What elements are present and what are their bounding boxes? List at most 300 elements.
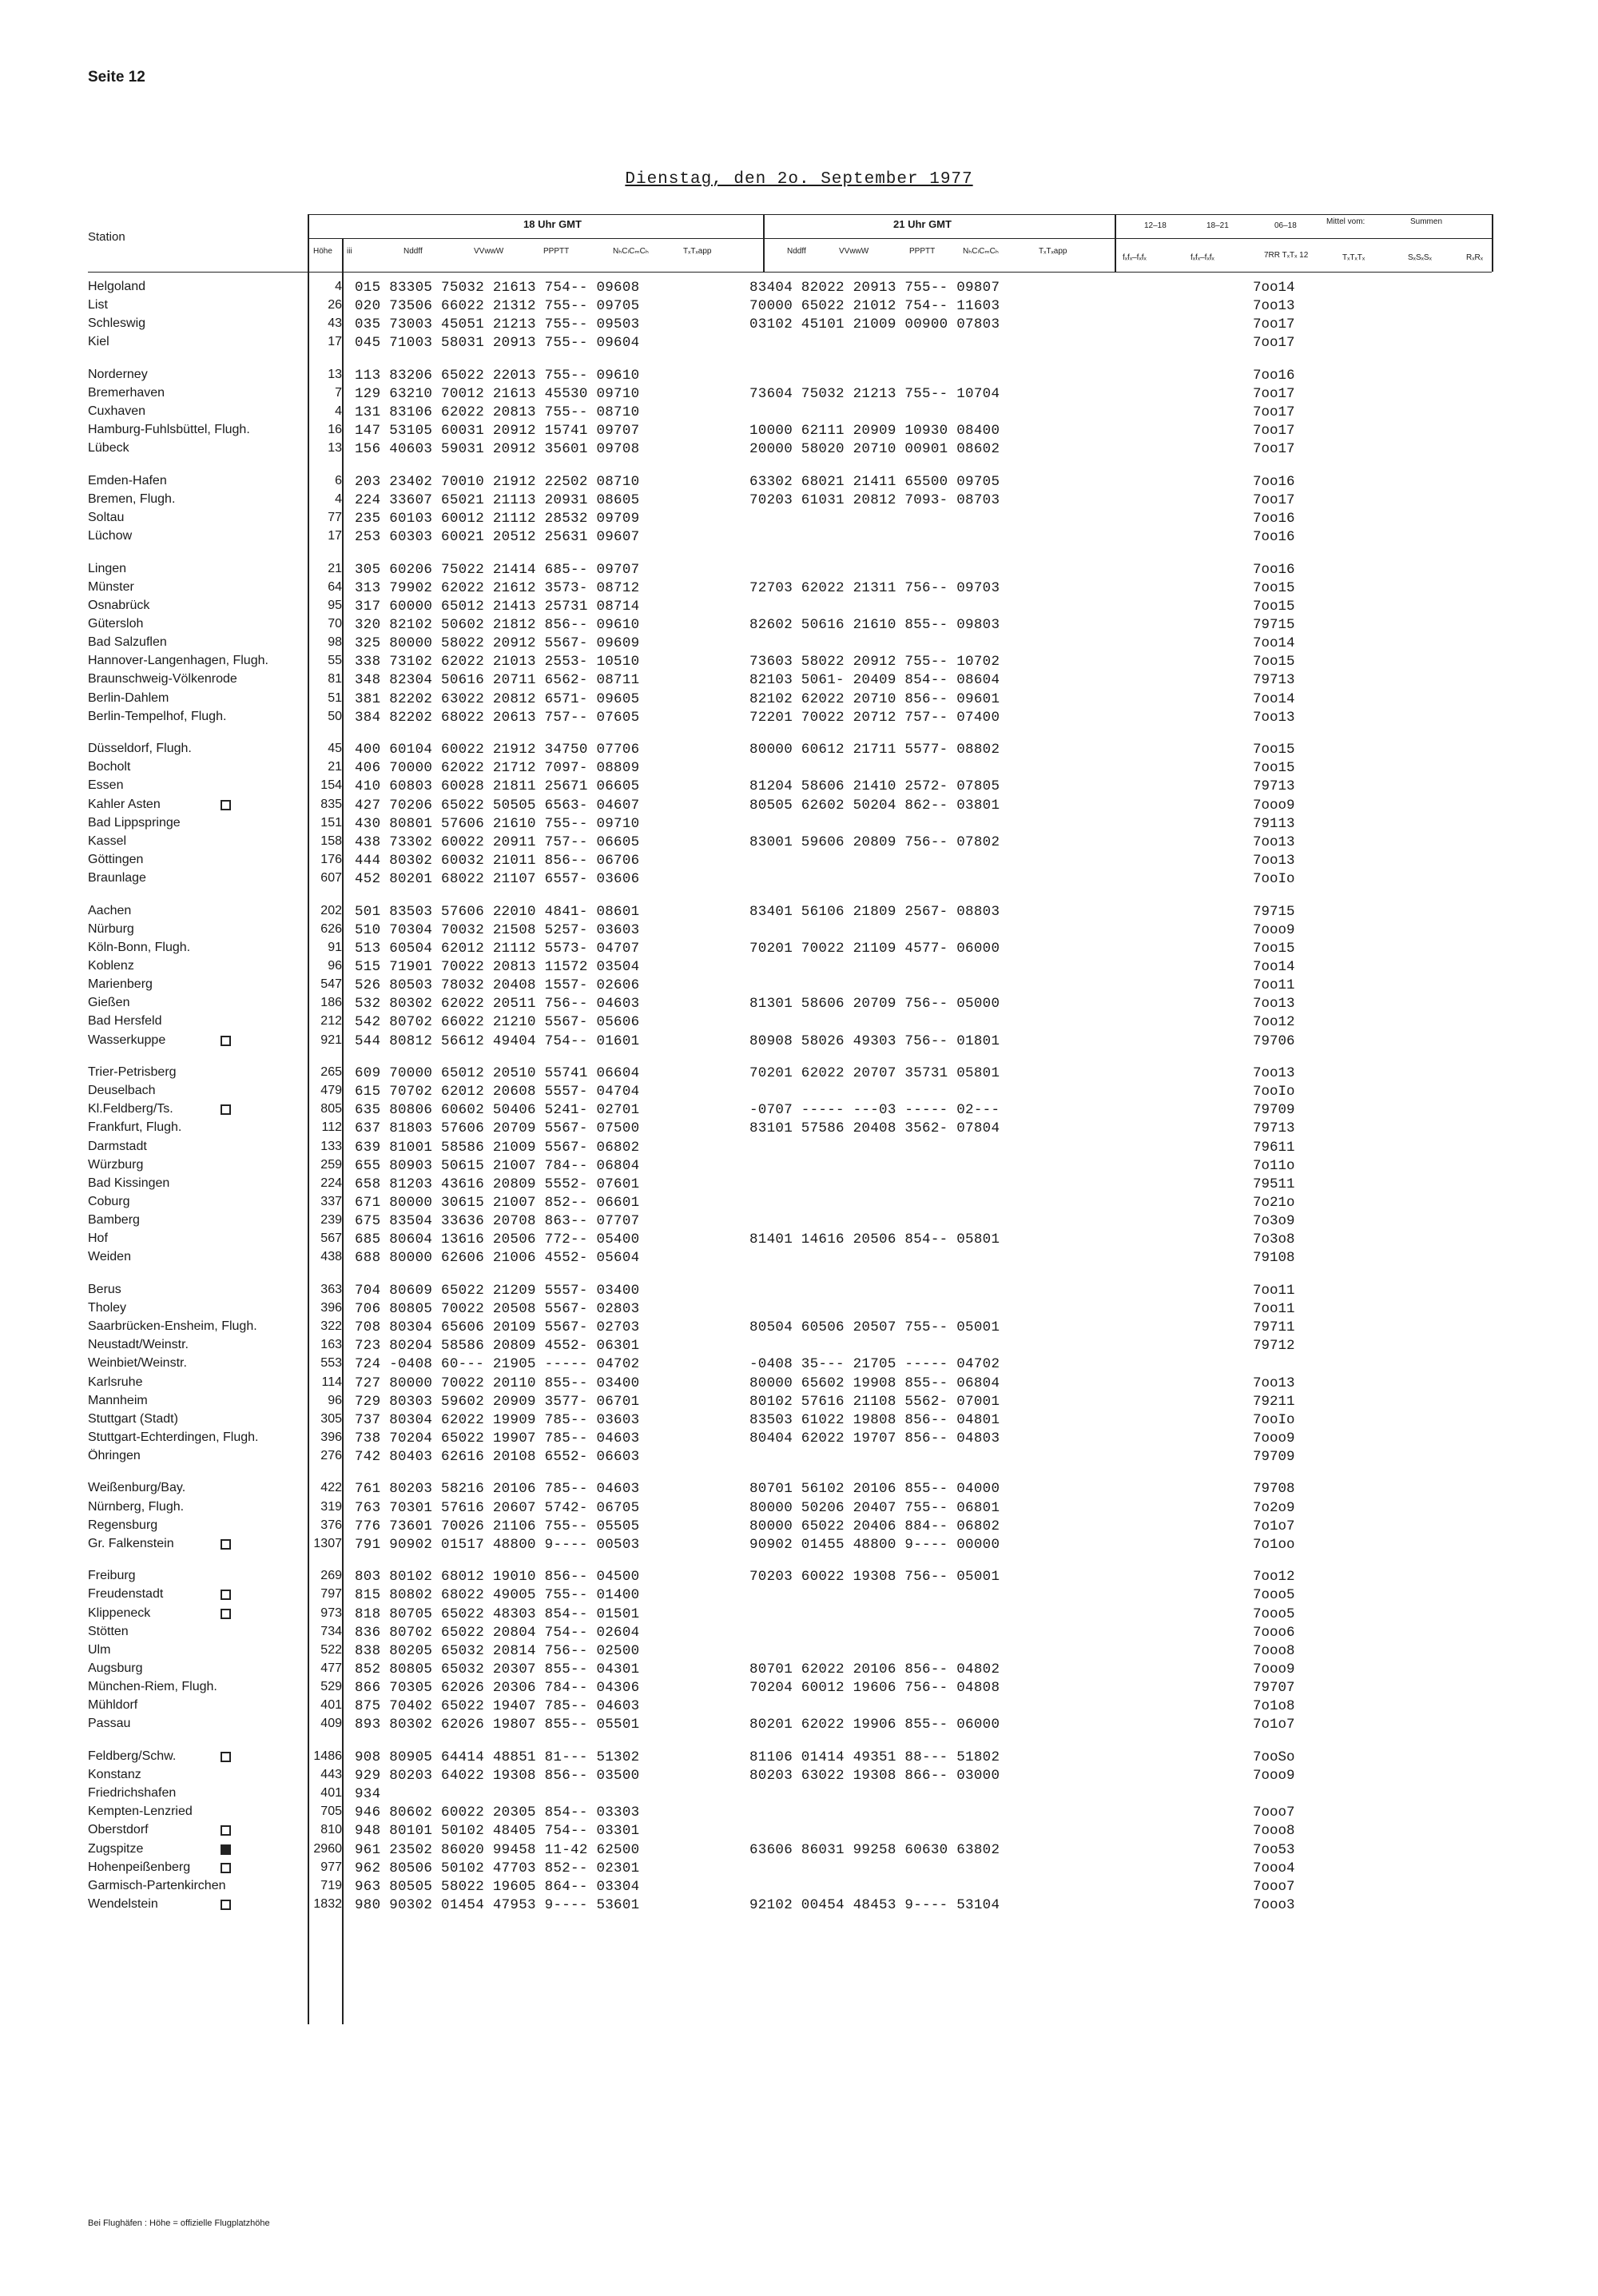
station-name: Emden-Hafen: [88, 473, 167, 487]
station-name: Gießen: [88, 996, 130, 1010]
station-name: Wendelstein: [88, 1897, 158, 1911]
station-name: Osnabrück: [88, 598, 150, 612]
station-height: 921: [320, 1033, 342, 1047]
station-height: 163: [320, 1338, 342, 1352]
summary-group: 7oo17: [1253, 491, 1295, 508]
station-height: 276: [320, 1449, 342, 1463]
obs-18-utc: 742 80403 62616 20108 6552- 06603: [355, 1449, 640, 1466]
header-sub: RₓRₓ: [1466, 253, 1484, 262]
header-period: 06–18: [1274, 221, 1297, 230]
obs-18-utc: 235 60103 60012 21112 28532 09709: [355, 511, 640, 527]
station-name: Nürburg: [88, 921, 134, 936]
obs-21-utc: 82102 62022 20710 856-- 09601: [749, 690, 1000, 707]
table-row: [0, 562, 1598, 579]
table-row: [0, 617, 1598, 635]
station-name: Hamburg-Fuhlsbüttel, Flugh.: [88, 423, 250, 437]
obs-18-utc: 430 80801 57606 21610 755-- 09710: [355, 815, 640, 832]
summary-group: 79711: [1253, 1319, 1295, 1335]
station-height: 835: [320, 797, 342, 811]
table-row: [0, 977, 1598, 995]
station-height: 1486: [313, 1749, 342, 1763]
summary-group: 7o1oo: [1253, 1536, 1295, 1553]
station-height: 805: [320, 1102, 342, 1116]
obs-21-utc: 80000 65022 20406 884-- 06802: [749, 1518, 1000, 1534]
obs-18-utc: 706 80805 70022 20508 5567- 02803: [355, 1300, 640, 1317]
station-name: Bad Kissingen: [88, 1176, 170, 1190]
obs-21-utc: -0707 ----- ---03 ----- 02---: [749, 1102, 1000, 1119]
summary-group: 79715: [1253, 617, 1295, 633]
station-name: Tholey: [88, 1300, 127, 1315]
table-row: [0, 959, 1598, 977]
obs-18-utc: 727 80000 70022 20110 855-- 03400: [355, 1375, 640, 1391]
station-name: Gütersloh: [88, 617, 144, 631]
station-name: Stuttgart (Stadt): [88, 1411, 178, 1426]
station-height: 4: [335, 280, 342, 293]
station-name: Garmisch-Partenkirchen: [88, 1878, 226, 1892]
summary-group: 7oo16: [1253, 511, 1295, 527]
table-row: [0, 1680, 1598, 1697]
table-row: [0, 1643, 1598, 1661]
station-height: 376: [320, 1518, 342, 1532]
header-18-gmt: 18 Uhr GMT: [523, 218, 582, 230]
table-row: [0, 1283, 1598, 1300]
obs-18-utc: 381 82202 63022 20812 6571- 09605: [355, 690, 640, 707]
station-name: Trier-Petrisberg: [88, 1064, 177, 1079]
station-height: 797: [320, 1587, 342, 1602]
table-row: [0, 1195, 1598, 1212]
summary-group: 7oo14: [1253, 635, 1295, 652]
obs-18-utc: 836 80702 65022 20804 754-- 02604: [355, 1624, 640, 1641]
obs-21-utc: 80404 62022 19707 856-- 04803: [749, 1431, 1000, 1446]
obs-18-utc: 313 79902 62022 21612 3573- 08712: [355, 579, 640, 596]
obs-21-utc: 83404 82022 20913 755-- 09807: [749, 280, 1000, 296]
obs-21-utc: 70203 61031 20812 7093- 08703: [749, 491, 1000, 508]
obs-21-utc: 81204 58606 21410 2572- 07805: [749, 778, 1000, 795]
obs-21-utc: 63302 68021 21411 65500 09705: [749, 473, 1000, 490]
summary-group: 7ooo7: [1253, 1878, 1295, 1895]
table-row: [0, 635, 1598, 653]
station-name: Zugspitze: [88, 1841, 144, 1856]
header-sub: TₓTₓTₓ: [1342, 253, 1365, 262]
obs-18-utc: 129 63210 70012 21613 45530 09710: [355, 385, 640, 402]
obs-18-utc: 675 83504 33636 20708 863-- 07707: [355, 1213, 640, 1230]
station-height: 114: [321, 1375, 342, 1389]
summary-group: 7oo15: [1253, 760, 1295, 777]
obs-18-utc: 908 80905 64414 48851 81--- 51302: [355, 1749, 640, 1765]
station-height: 319: [320, 1499, 342, 1514]
station-name: Kiel: [88, 335, 109, 349]
table-row: [0, 922, 1598, 940]
station-height: 98: [328, 635, 342, 650]
obs-18-utc: 980 90302 01454 47953 9---- 53601: [355, 1897, 640, 1913]
obs-21-utc: 82103 5061- 20409 854-- 08604: [749, 672, 1000, 689]
summary-group: 7oo15: [1253, 940, 1295, 957]
table-row: [0, 1140, 1598, 1157]
obs-21-utc: 80701 62022 20106 856-- 04802: [749, 1661, 1000, 1677]
station-height: 13: [328, 367, 342, 381]
station-name: Lüchow: [88, 529, 133, 543]
station-name: Bad Salzuflen: [88, 635, 167, 650]
summary-group: 79715: [1253, 903, 1295, 920]
obs-18-utc: 513 60504 62012 21112 5573- 04707: [355, 940, 640, 957]
summary-group: 7oo11: [1253, 1300, 1295, 1317]
station-name: List: [88, 298, 108, 312]
header-18-col: PPPTT: [543, 247, 570, 256]
obs-18-utc: 015 83305 75032 21613 754-- 09608: [355, 280, 640, 296]
summary-group: 7oo13: [1253, 298, 1295, 315]
obs-18-utc: 438 73302 60022 20911 757-- 06605: [355, 834, 640, 850]
obs-21-utc: 73604 75032 21213 755-- 10704: [749, 385, 1000, 402]
table-row: [0, 672, 1598, 690]
station-name: Weinbiet/Weinstr.: [88, 1356, 187, 1371]
page-title: Dienstag, den 2o. September 1977: [625, 170, 973, 189]
station-height: 55: [328, 654, 342, 668]
station-height: 186: [320, 996, 342, 1010]
obs-18-utc: 961 23502 86020 99458 11-42 62500: [355, 1841, 640, 1858]
obs-21-utc: 83503 61022 19808 856-- 04801: [749, 1411, 1000, 1428]
obs-18-utc: 838 80205 65032 20814 756-- 02500: [355, 1642, 640, 1659]
obs-18-utc: 761 80203 58216 20106 785-- 04603: [355, 1481, 640, 1498]
summary-group: 7oo16: [1253, 561, 1295, 578]
obs-21-utc: 80102 57616 21108 5562- 07001: [749, 1393, 1000, 1410]
header-21-col: TₓTₓapp: [1039, 247, 1067, 256]
station-name: Weißenburg/Bay.: [88, 1481, 186, 1495]
table-row: [0, 1587, 1598, 1605]
table-row: [0, 1356, 1598, 1374]
table-row: [0, 316, 1598, 334]
summary-group: 7oo14: [1253, 280, 1295, 296]
header-divider: [1492, 214, 1493, 272]
footnote: Bei Flughäfen : Höhe = offizielle Flugplatzhöhe: [88, 2218, 270, 2228]
table-row: [0, 1014, 1598, 1032]
table-row: [0, 742, 1598, 759]
open-square-marker: [221, 800, 231, 810]
table-row: [0, 1232, 1598, 1249]
station-name: Bocholt: [88, 760, 131, 774]
station-height: 567: [320, 1232, 342, 1246]
header-period: 12–18: [1144, 221, 1167, 230]
header-divider: [763, 214, 765, 272]
station-height: 529: [320, 1680, 342, 1694]
station-height: 26: [328, 298, 342, 312]
obs-21-utc: 70204 60012 19606 756-- 04808: [749, 1680, 1000, 1697]
table-row: [0, 1084, 1598, 1101]
table-row: [0, 1805, 1598, 1822]
obs-21-utc: 80908 58026 49303 756-- 01801: [749, 1033, 1000, 1049]
summary-group: 79713: [1253, 1120, 1295, 1137]
obs-18-utc: 776 73601 70026 21106 755-- 05505: [355, 1518, 640, 1534]
table-row: [0, 853, 1598, 870]
obs-21-utc: 70201 62022 20707 35731 05801: [749, 1064, 1000, 1081]
station-name: Norderney: [88, 367, 148, 381]
station-height: 154: [320, 778, 342, 793]
station-height: 396: [320, 1300, 342, 1315]
summary-group: 7oo15: [1253, 598, 1295, 615]
summary-group: 7ooo9: [1253, 1661, 1295, 1677]
open-square-marker: [221, 1104, 231, 1115]
table-row: [0, 1412, 1598, 1430]
station-name: Freiburg: [88, 1569, 136, 1583]
open-square-marker: [221, 1825, 231, 1836]
table-row: [0, 1842, 1598, 1860]
summary-group: 7oo16: [1253, 529, 1295, 546]
summary-group: 7oo16: [1253, 473, 1295, 490]
table-row: [0, 1319, 1598, 1337]
table-row: [0, 760, 1598, 778]
station-height: 479: [320, 1084, 342, 1097]
table-row: [0, 1375, 1598, 1393]
table-row: [0, 529, 1598, 547]
station-height: 13: [328, 441, 342, 456]
obs-18-utc: 729 80303 59602 20909 3577- 06701: [355, 1393, 640, 1410]
table-row: [0, 511, 1598, 528]
table-row: [0, 1431, 1598, 1448]
summary-group: 7oo14: [1253, 958, 1295, 975]
summary-group: 7ooo6: [1253, 1624, 1295, 1641]
station-name: Marienberg: [88, 977, 153, 992]
station-name: Bremen, Flugh.: [88, 491, 176, 506]
station-name: Münster: [88, 579, 134, 594]
station-name: Berus: [88, 1282, 121, 1296]
obs-18-utc: 738 70204 65022 19907 785-- 04603: [355, 1431, 640, 1446]
table-row: [0, 1102, 1598, 1120]
station-name: Frankfurt, Flugh.: [88, 1120, 182, 1135]
obs-18-utc: 818 80705 65022 48303 854-- 01501: [355, 1606, 640, 1622]
station-height: 4: [335, 491, 342, 506]
summary-group: 7oo12: [1253, 1569, 1295, 1586]
obs-18-utc: 852 80805 65032 20307 855-- 04301: [355, 1661, 640, 1677]
header-18-col: TₓTₓapp: [683, 247, 712, 256]
open-square-marker: [221, 1539, 231, 1550]
obs-18-utc: 723 80204 58586 20809 4552- 06301: [355, 1338, 640, 1355]
table-row: [0, 996, 1598, 1013]
obs-18-utc: 962 80506 50102 47703 852-- 02301: [355, 1860, 640, 1876]
obs-21-utc: 72703 62022 21311 756-- 09703: [749, 579, 1000, 596]
table-row: [0, 710, 1598, 727]
station-name: Weiden: [88, 1250, 131, 1264]
obs-18-utc: 929 80203 64022 19308 856-- 03500: [355, 1767, 640, 1784]
table-row: [0, 298, 1598, 316]
station-height: 96: [328, 1393, 342, 1407]
station-height: 224: [320, 1176, 342, 1190]
obs-21-utc: 03102 45101 21009 00900 07803: [749, 316, 1000, 333]
station-height: 401: [320, 1786, 342, 1801]
station-name: Cuxhaven: [88, 404, 146, 419]
summary-group: 7ooo9: [1253, 1767, 1295, 1784]
station-name: Stuttgart-Echterdingen, Flugh.: [88, 1431, 259, 1444]
station-name: Bad Lippspringe: [88, 815, 181, 830]
summary-group: 7oo13: [1253, 834, 1295, 850]
station-name: Essen: [88, 778, 124, 793]
obs-21-utc: 80000 50206 20407 755-- 06801: [749, 1499, 1000, 1516]
station-height: 522: [320, 1642, 342, 1657]
station-name: Deuselbach: [88, 1084, 156, 1097]
summary-group: 79713: [1253, 778, 1295, 795]
summary-group: 79709: [1253, 1102, 1295, 1119]
table-row: [0, 1065, 1598, 1083]
station-name: Coburg: [88, 1195, 130, 1208]
station-name: Kl.Feldberg/Ts.: [88, 1102, 173, 1116]
header-21-col: NₕCₗCₘCₕ: [963, 247, 999, 256]
obs-21-utc: 81301 58606 20709 756-- 05000: [749, 996, 1000, 1013]
station-height: 363: [320, 1282, 342, 1296]
station-name: Helgoland: [88, 280, 146, 293]
summary-group: 7o3o8: [1253, 1232, 1295, 1248]
summary-group: 7oo13: [1253, 1375, 1295, 1391]
summary-group: 7ooo8: [1253, 1823, 1295, 1840]
station-height: 95: [328, 598, 342, 612]
table-row: [0, 1625, 1598, 1642]
station-name: Nürnberg, Flugh.: [88, 1499, 185, 1514]
obs-18-utc: 305 60206 75022 21414 685-- 09707: [355, 561, 640, 578]
table-row: [0, 386, 1598, 404]
obs-18-utc: 320 82102 50602 21812 856-- 09610: [355, 617, 640, 633]
station-height: 337: [320, 1195, 342, 1208]
table-row: [0, 441, 1598, 459]
station-height: 443: [320, 1767, 342, 1781]
header-18-col: Nddff: [403, 247, 423, 256]
header-iii: iii: [347, 247, 352, 256]
filled-square-marker: [221, 1844, 231, 1855]
station-name: Freudenstadt: [88, 1587, 164, 1602]
obs-21-utc: 80504 60506 20507 755-- 05001: [749, 1319, 1000, 1335]
header-sub: fₓfₓ–fₓfₓ: [1123, 253, 1147, 262]
header-hoehe: Höhe: [313, 247, 332, 256]
station-height: 17: [328, 335, 342, 349]
obs-18-utc: 406 70000 62022 21712 7097- 08809: [355, 760, 640, 777]
header-sub: fₓfₓ–fₓfₓ: [1191, 253, 1214, 262]
obs-18-utc: 515 71901 70022 20813 11572 03504: [355, 958, 640, 975]
summary-group: 7o3o9: [1253, 1213, 1295, 1230]
summary-group: 7o11o: [1253, 1157, 1295, 1174]
header-station: Station: [88, 230, 125, 244]
table-row: [0, 1449, 1598, 1466]
station-height: 17: [328, 529, 342, 543]
station-height: 6: [335, 473, 342, 487]
station-name: Oberstdorf: [88, 1823, 149, 1837]
header-21-col: Nddff: [787, 247, 806, 256]
summary-group: 7oo14: [1253, 690, 1295, 707]
summary-group: 7ooo9: [1253, 921, 1295, 938]
obs-18-utc: 542 80702 66022 21210 5567- 05606: [355, 1014, 640, 1031]
obs-18-utc: 510 70304 70032 21508 5257- 03603: [355, 921, 640, 938]
station-name: Bamberg: [88, 1213, 140, 1228]
summary-group: 7ooo9: [1253, 797, 1295, 814]
summary-group: 79211: [1253, 1393, 1295, 1410]
station-height: 810: [320, 1823, 342, 1837]
obs-21-utc: 70000 65022 21012 754-- 11603: [749, 298, 1000, 315]
obs-18-utc: 045 71003 58031 20913 755-- 09604: [355, 335, 640, 352]
obs-18-utc: 655 80903 50615 21007 784-- 06804: [355, 1157, 640, 1174]
table-row: [0, 1301, 1598, 1319]
station-height: 7: [335, 385, 342, 400]
obs-18-utc: 113 83206 65022 22013 755-- 09610: [355, 367, 640, 384]
station-name: Soltau: [88, 511, 125, 524]
summary-group: 79708: [1253, 1481, 1295, 1498]
station-height: 265: [320, 1064, 342, 1079]
table-row: [0, 1033, 1598, 1051]
station-height: 977: [320, 1860, 342, 1874]
obs-21-utc: 92102 00454 48453 9---- 53104: [749, 1897, 1000, 1913]
open-square-marker: [221, 1609, 231, 1619]
obs-21-utc: 72201 70022 20712 757-- 07400: [749, 709, 1000, 726]
station-name: Hohenpeißenberg: [88, 1860, 191, 1874]
open-square-marker: [221, 1752, 231, 1762]
station-height: 16: [328, 423, 342, 437]
summary-group: 7oo53: [1253, 1841, 1295, 1858]
open-square-marker: [221, 1863, 231, 1873]
obs-18-utc: 946 80602 60022 20305 854-- 03303: [355, 1805, 640, 1821]
station-name: Lingen: [88, 561, 127, 575]
station-name: Karlsruhe: [88, 1375, 143, 1389]
header-sub: SₓSₓSₓ: [1408, 253, 1432, 262]
summary-group: 7oo17: [1253, 423, 1295, 440]
obs-18-utc: 737 80304 62022 19909 785-- 03603: [355, 1411, 640, 1428]
summary-group: 7ooSo: [1253, 1749, 1295, 1765]
table-row: [0, 1176, 1598, 1194]
station-name: Bremerhaven: [88, 385, 165, 400]
table-row: [0, 474, 1598, 491]
page-label: Seite 12: [88, 69, 145, 86]
obs-18-utc: 963 80505 58022 19605 864-- 03304: [355, 1878, 640, 1895]
obs-21-utc: -0408 35--- 21705 ----- 04702: [749, 1356, 1000, 1373]
summary-group: 79113: [1253, 815, 1295, 832]
obs-21-utc: 80000 60612 21711 5577- 08802: [749, 742, 1000, 758]
station-height: 422: [320, 1481, 342, 1495]
header-rule: [308, 214, 763, 215]
table-row: [0, 580, 1598, 598]
obs-18-utc: 609 70000 65012 20510 55741 06604: [355, 1064, 640, 1081]
table-row: [0, 654, 1598, 671]
table-row: [0, 280, 1598, 297]
summary-group: 7oo17: [1253, 441, 1295, 458]
summary-group: 79709: [1253, 1449, 1295, 1466]
obs-21-utc: 80505 62602 50204 862-- 03801: [749, 797, 1000, 814]
station-height: 401: [320, 1698, 342, 1713]
summary-group: 7ooo5: [1253, 1587, 1295, 1604]
station-name: Berlin-Tempelhof, Flugh.: [88, 709, 227, 723]
station-height: 1832: [313, 1897, 342, 1911]
station-name: Braunschweig-Völkenrode: [88, 672, 237, 686]
obs-21-utc: 83401 56106 21809 2567- 08803: [749, 903, 1000, 920]
summary-group: 79706: [1253, 1033, 1295, 1049]
station-height: 112: [321, 1120, 342, 1135]
station-height: 133: [320, 1139, 342, 1153]
obs-18-utc: 708 80304 65606 20109 5567- 02703: [355, 1319, 640, 1335]
station-name: Friedrichshafen: [88, 1786, 177, 1801]
station-name: Göttingen: [88, 853, 144, 866]
obs-21-utc: 80000 65602 19908 855-- 06804: [749, 1375, 1000, 1391]
summary-group: 7ooo7: [1253, 1805, 1295, 1821]
summary-group: 7oo13: [1253, 853, 1295, 869]
obs-18-utc: 156 40603 59031 20912 35601 09708: [355, 441, 640, 458]
summary-group: 79108: [1253, 1250, 1295, 1267]
obs-21-utc: 90902 01455 48800 9---- 00000: [749, 1536, 1000, 1553]
station-height: 2960: [313, 1841, 342, 1856]
station-name: Kassel: [88, 834, 127, 848]
station-height: 91: [328, 940, 342, 954]
header-18-col: NₕCₗCₘCₕ: [613, 247, 649, 256]
station-name: Passau: [88, 1717, 131, 1731]
table-row: [0, 1879, 1598, 1896]
summary-group: 7oo15: [1253, 742, 1295, 758]
obs-21-utc: 82602 50616 21610 855-- 09803: [749, 617, 1000, 633]
obs-21-utc: 83101 57586 20408 3562- 07804: [749, 1120, 1000, 1137]
station-height: 547: [320, 977, 342, 992]
station-height: 51: [328, 690, 342, 705]
station-name: Augsburg: [88, 1661, 143, 1675]
obs-18-utc: 866 70305 62026 20306 784-- 04306: [355, 1680, 640, 1697]
